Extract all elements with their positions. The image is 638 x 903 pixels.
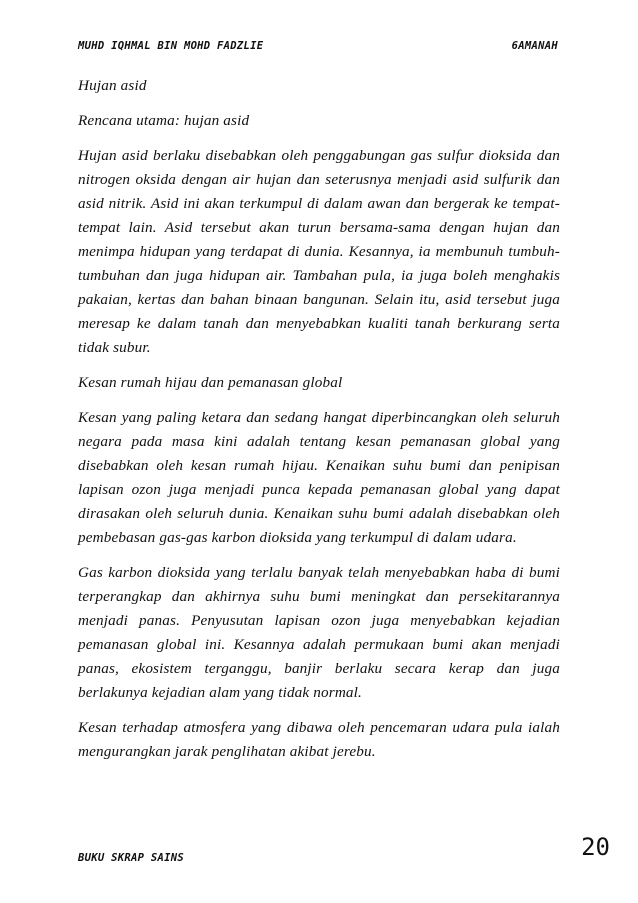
paragraph-carbon-dioxide: Gas karbon dioksida yang terlalu banyak telah menyebabkan haba di bumi terperangkap dan akhirnya suhu bumi meningkat dan persekitarannya menjadi panas. Penyusutan lapisan ozon juga menyebabkan kejadian pemanasan global ini. Kesannya adalah permukaan bumi akan menjadi panas, ekosistem terganggu, banjir berlaku secara kerap dan juga berlakunya kejadian alam yang tidak normal.	[78, 564, 560, 701]
page-number: 20	[581, 833, 610, 861]
header-class: 6AMANAH	[511, 40, 558, 52]
paragraph-acid-rain: Hujan asid berlaku disebabkan oleh penggabungan gas sulfur dioksida dan nitrogen oksida dengan air hujan dan seterusnya menjadi asid sulfurik dan asid nitrik. Asid ini akan terkumpul di dalam awan dan bergerak ke tempat-tempat lain. Asid tersebut akan turun bersama-sama dengan hujan dan menimpa hidupan yang terdapat di dunia. Kesannya, ia membunuh tumbuh-tumbuhan dan juga hidupan air. Tambahan pula, ia juga boleh menghakis pakaian, kertas dan bahan binaan bangunan. Selain itu, asid tersebut juga meresap ke dalam tanah dan menyebabkan kualiti tanah berkurang serta tidak subur.	[78, 147, 560, 356]
header-author: MUHD IQHMAL BIN MOHD FADZLIE	[78, 40, 264, 52]
paragraph-greenhouse-effect: Kesan yang paling ketara dan sedang hangat diperbincangkan oleh seluruh negara pada masa kini adalah tentang kesan pemanasan global yang disebabkan oleh kesan rumah hijau. Kenaikan suhu bumi dan penipisan lapisan ozon juga menjadi punca kepada pemanasan global yang dapat dirasakan oleh seluruh dunia. Kenaikan suhu bumi adalah disebabkan oleh pembebasan gas-gas karbon dioksida yang terkumpul di dalam udara.	[78, 409, 560, 546]
page-content	[78, 74, 560, 775]
footer-book-title: BUKU SKRAP SAINS	[78, 852, 184, 864]
page-header	[78, 40, 558, 52]
main-article-note: Rencana utama: hujan asid	[78, 112, 250, 129]
section-heading-greenhouse: Kesan rumah hijau dan pemanasan global	[78, 374, 343, 391]
paragraph-atmosphere: Kesan terhadap atmosfera yang dibawa oleh pencemaran udara pula ialah mengurangkan jarak penglihatan akibat jerebu.	[78, 719, 560, 760]
title-heading: Hujan asid	[78, 77, 147, 94]
